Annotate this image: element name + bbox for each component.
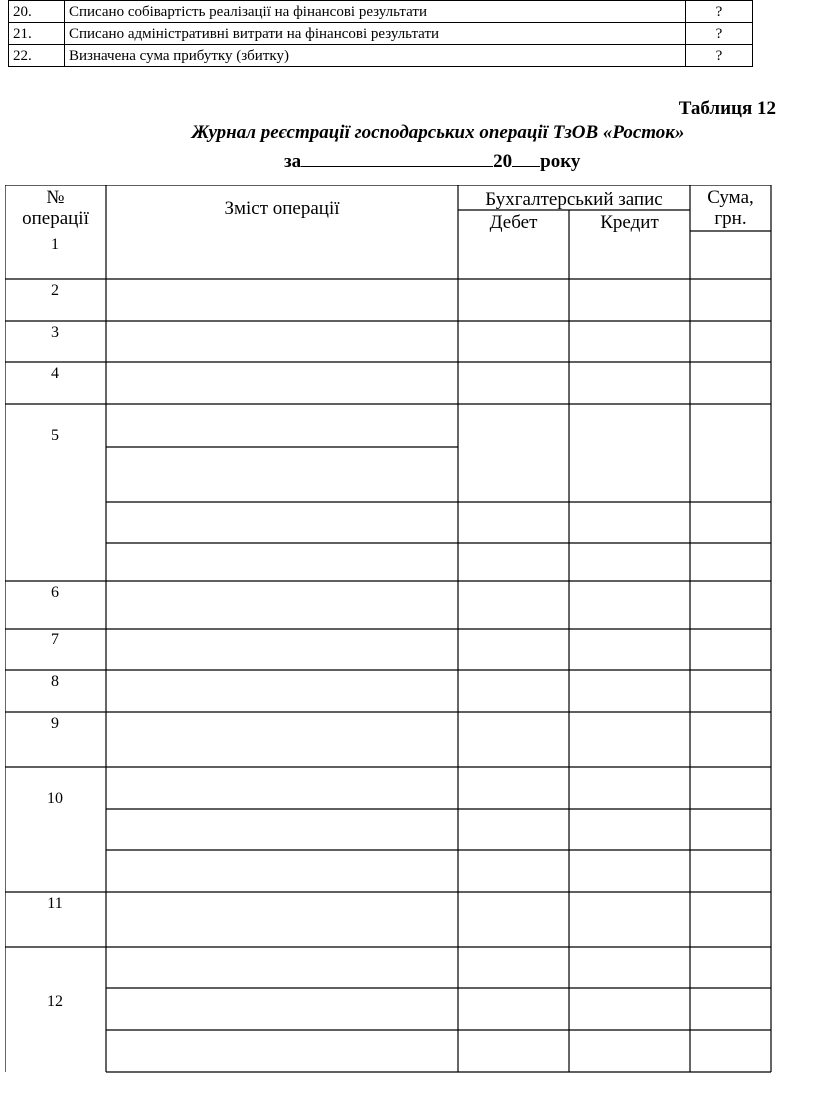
row-value: ? bbox=[686, 1, 753, 23]
table-row bbox=[9, 45, 753, 67]
journal-grid bbox=[5, 185, 773, 1075]
column-debit-header: Дебет bbox=[489, 212, 538, 233]
row-text: Визначена сума прибутку (збитку) bbox=[65, 45, 686, 67]
row-number: 20. bbox=[9, 1, 65, 23]
row-number-10: 10 bbox=[47, 790, 63, 807]
journal-title: Журнал реєстрації господарських операції ТзОВ «Росток» bbox=[191, 122, 685, 143]
period-suffix: року bbox=[540, 151, 581, 172]
operation-label: операції bbox=[22, 208, 89, 229]
row-number: 22. bbox=[9, 45, 65, 67]
table-row bbox=[9, 23, 753, 45]
column-sum-header bbox=[690, 187, 771, 229]
column-content-header: Зміст операції bbox=[224, 198, 340, 219]
sum-label: Сума, bbox=[707, 187, 754, 208]
column-number-header bbox=[5, 187, 106, 229]
row-number-11: 11 bbox=[47, 895, 63, 912]
number-sign: № bbox=[46, 187, 65, 208]
row-number-1: 1 bbox=[51, 236, 59, 253]
row-number: 21. bbox=[9, 23, 65, 45]
previous-operations-table bbox=[8, 0, 753, 67]
row-number-2: 2 bbox=[51, 282, 59, 299]
period-year-prefix: 20 bbox=[493, 151, 513, 172]
row-number-4: 4 bbox=[51, 365, 59, 382]
column-credit-header: Кредит bbox=[600, 212, 659, 233]
row-number-8: 8 bbox=[51, 673, 59, 690]
period-prefix: за bbox=[284, 151, 302, 172]
row-text: Списано адміністративні витрати на фінансові результати bbox=[65, 23, 686, 45]
table-label: Таблиця 12 bbox=[678, 98, 776, 119]
row-number-9: 9 bbox=[51, 715, 59, 732]
row-number-7: 7 bbox=[51, 631, 59, 648]
year-blank bbox=[512, 148, 540, 167]
row-value: ? bbox=[686, 45, 753, 67]
row-number-12: 12 bbox=[47, 993, 63, 1010]
row-number-5: 5 bbox=[51, 427, 59, 444]
row-text: Списано собівартість реалізації на фінансові результати bbox=[65, 1, 686, 23]
row-value: ? bbox=[686, 23, 753, 45]
column-entry-header: Бухгалтерський запис bbox=[485, 189, 663, 210]
row-number-6: 6 bbox=[51, 584, 59, 601]
table-row bbox=[9, 1, 753, 23]
currency-label: грн. bbox=[714, 208, 747, 229]
journal-table bbox=[5, 185, 771, 1072]
row-number-3: 3 bbox=[51, 324, 59, 341]
period-line bbox=[284, 148, 580, 173]
period-blank bbox=[301, 148, 493, 167]
